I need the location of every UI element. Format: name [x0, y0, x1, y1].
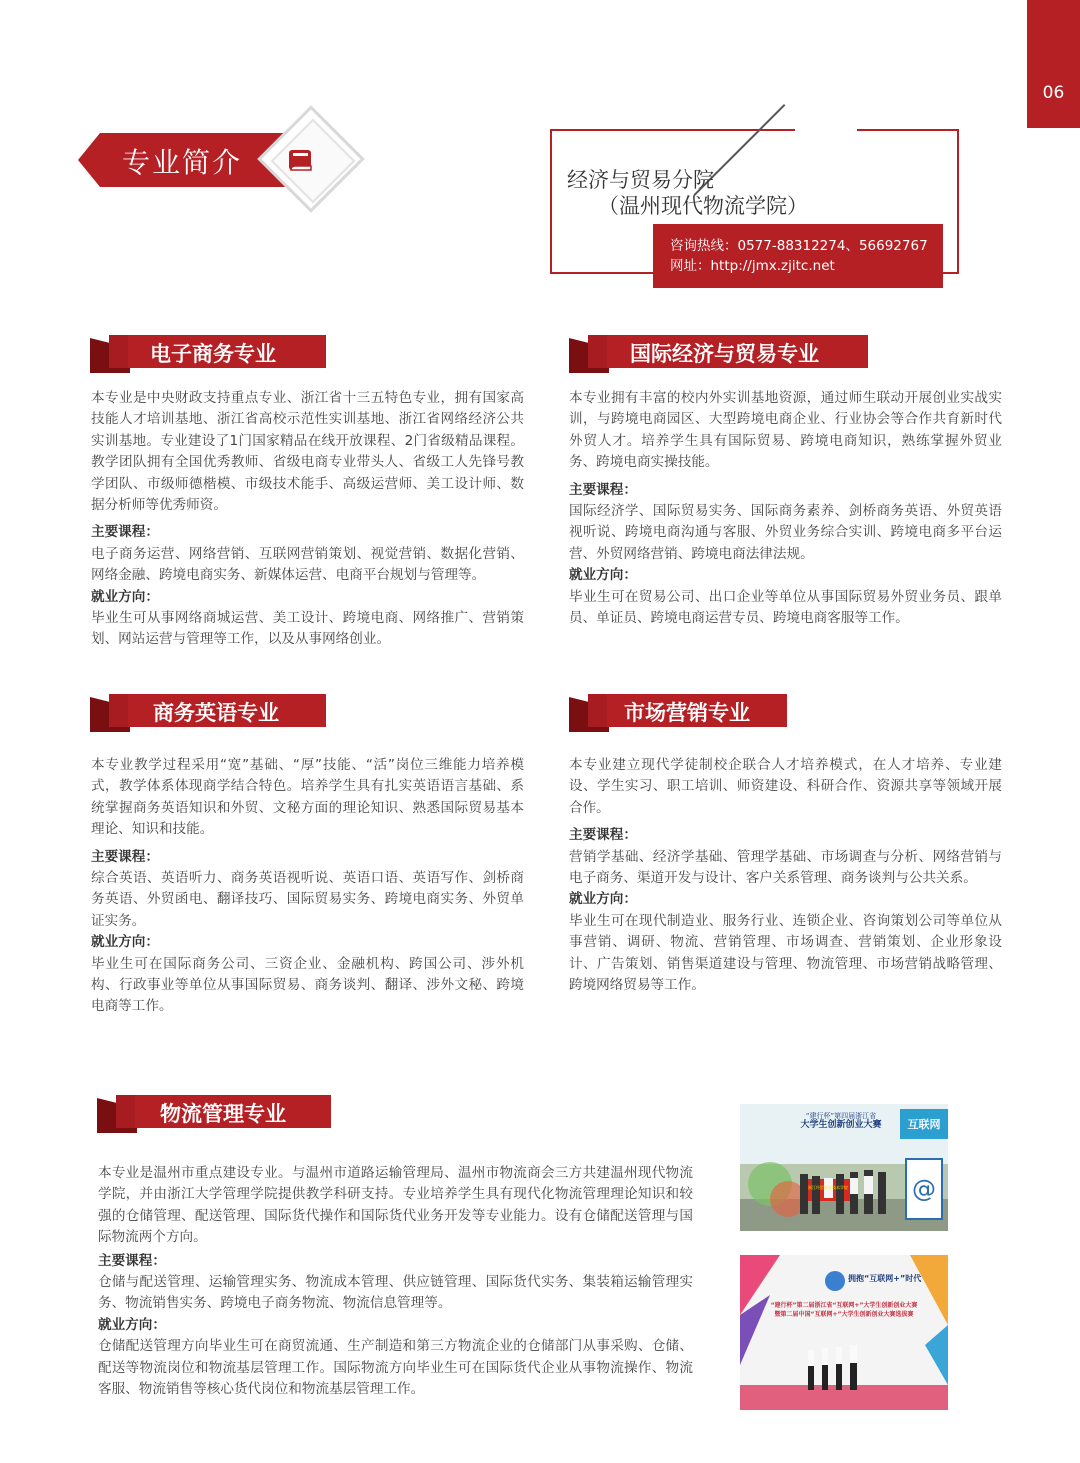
- section-title-english: [90, 694, 326, 727]
- college-name: 经济与贸易分院: [567, 168, 714, 192]
- section-title-label: 商务英语专业: [153, 701, 279, 725]
- page-number-tab: [1027, 0, 1080, 128]
- marketing-courses: 营销学基础、经济学基础、管理学基础、市场调查与分析、网络营销与电子商务、渠道开发与设计、客户关系管理、商务谈判与公共关系。: [569, 848, 1002, 887]
- photo2-banner-line3: 暨第二届中国“互联网+”大学生创新创业大赛选拔赛: [774, 1311, 914, 1318]
- english-career: 毕业生可在国际商务公司、三资企业、金融机构、跨国公司、涉外机构、行政事业等单位从事国际贸易、商务谈判、翻译、涉外文秘、跨境电商等工作。: [91, 955, 524, 1015]
- photo1-badge: 互联网: [907, 1118, 941, 1131]
- hotline: 咨询热线：0577-88312274、56692767: [670, 238, 928, 254]
- intro-title: 专业简介: [122, 146, 243, 179]
- intro-ribbon: [78, 133, 288, 187]
- photo2-banner-line1: 拥抱“互联网+”时代: [848, 1274, 922, 1283]
- marketing-text: [569, 755, 1002, 996]
- college-subname: （温州现代物流学院）: [598, 194, 808, 218]
- competition-photo-1: [740, 1104, 948, 1231]
- ecommerce-intro: 本专业是中央财政支持重点专业、浙江省十三五特色专业，拥有国家高技能人才培训基地、浙江省高校示范性实训基地、浙江省网络经济公共实训基地。专业建设了1门国家精品在线开放课程、2门省级精品课程。教学团队拥有全国优秀教师、省级电商专业带头人、省级工人先锋号教学团队、市级师德楷模、市级技术能手、高级运营师、美工设计师、数据分析师等优秀师资。: [91, 390, 524, 514]
- english-intro: 本专业教学过程采用“宽”基础、“厚”技能、“活”岗位三维能力培养模式，教学体系体现商学结合特色。培养学生具有扎实英语语言基础、系统掌握商务英语知识和外贸、文秘方面的理论知识、熟悉国际贸易基本理论、知识和技能。: [91, 757, 524, 838]
- photo2-banner-line2: “建行杯”第二届浙江省“互联网+”大学生创新创业大赛: [770, 1302, 918, 1309]
- trade-career-label: 就业方向：: [569, 567, 637, 584]
- ecommerce-text: [91, 388, 524, 651]
- trade-courses: 国际经济学、国际贸易实务、国际商务素养、剑桥商务英语、外贸英语视听说、跨境电商沟通与客服、外贸业务综合实训、跨境电商多平台运营、外贸网络营销、跨境电商法律法规。: [569, 503, 1002, 562]
- trade-intro: 本专业拥有丰富的校内外实训基地资源，通过师生联动开展创业实战实训，与跨境电商园区、大型跨境电商企业、行业协会等合作共育新时代外贸人才。培养学生具有国际贸易、跨境电商知识，熟练掌握外贸业务、跨境电商实操技能。: [569, 390, 1002, 471]
- english-courses-label: 主要课程：: [91, 848, 159, 865]
- ecommerce-courses-label: 主要课程：: [91, 524, 159, 541]
- section-title-label: 电子商务专业: [150, 342, 276, 366]
- marketing-intro: 本专业建立现代学徒制校企联合人才培养模式，在人才培养、专业建设、学生实习、职工培训、师资建设、科研合作、资源共享等领域开展合作。: [569, 757, 1002, 816]
- logistics-career: 仓储配送管理方向毕业生可在商贸流通、生产制造和第三方物流企业的仓储部门从事采购、仓储、配送等物流岗位和物流基层管理工作。国际物流方向毕业生可在国际货代企业从事物流操作、物流客服、物流销售等核心货代岗位和物流基层管理工作。: [98, 1338, 693, 1398]
- english-career-label: 就业方向：: [91, 934, 159, 951]
- trade-text: [569, 388, 1002, 629]
- logistics-courses-label: 主要课程：: [98, 1252, 166, 1269]
- contact-box: [653, 224, 943, 288]
- photo1-banner-line1: “建行杯”第四届浙江省: [805, 1112, 877, 1120]
- trade-courses-label: 主要课程：: [569, 481, 637, 498]
- section-title-label: 物流管理专业: [160, 1102, 286, 1126]
- english-text: [91, 755, 524, 1018]
- svg-text:@: @: [912, 1175, 936, 1203]
- book-icon: [287, 148, 315, 174]
- photo1-banner: [782, 1112, 900, 1130]
- marketing-career-label: 就业方向：: [569, 891, 637, 908]
- page-number: 06: [1042, 83, 1065, 103]
- photo1-flag: 浙江经贸职业技术学院: [808, 1185, 848, 1190]
- section-title-ecommerce: [90, 335, 326, 368]
- section-title-label: 国际经济与贸易专业: [630, 342, 819, 366]
- marketing-career: 毕业生可在现代制造业、服务行业、连锁企业、咨询策划公司等单位从事营销、调研、物流、营销管理、市场调查、营销策划、企业形象设计、广告策划、销售渠道建设与管理、物流管理、市场营销战略管理、跨境网络贸易等工作。: [569, 912, 1002, 994]
- logistics-intro: 本专业是温州市重点建设专业。与温州市道路运输管理局、温州市物流商会三方共建温州现代物流学院，并由浙江大学管理学院提供教学科研支持。专业培养学生具有现代化物流管理理论知识和较强的仓储管理、配送管理、国际货代操作和国际货代业务开发等专业能力。设有仓储配送管理与国际物流两个方向。: [98, 1165, 693, 1246]
- logistics-career-label: 就业方向：: [98, 1316, 166, 1333]
- website: 网址：http://jmx.zjitc.net: [670, 258, 835, 274]
- ecommerce-courses: 电子商务运营、网络营销、互联网营销策划、视觉营销、数据化营销、网络金融、跨境电商实务、新媒体运营、电商平台规划与管理等。: [91, 545, 524, 584]
- competition-photo-2: [740, 1255, 948, 1410]
- ecommerce-career-label: 就业方向：: [91, 588, 159, 605]
- marketing-courses-label: 主要课程：: [569, 827, 637, 844]
- section-title-trade: [569, 335, 869, 368]
- section-title-marketing: [569, 694, 787, 727]
- photo2-banner: [746, 1301, 942, 1319]
- logistics-courses: 仓储与配送管理、运输管理实务、物流成本管理、供应链管理、国际货代实务、集装箱运输管理实务、物流销售实务、跨境电子商务物流、物流信息管理等。: [98, 1274, 693, 1312]
- section-title-label: 市场营销专业: [624, 701, 750, 725]
- logistics-text: [98, 1163, 693, 1400]
- section-title-logistics: [97, 1095, 331, 1128]
- ecommerce-career: 毕业生可从事网络商城运营、美工设计、跨境电商、网络推广、营销策划、网站运营与管理等工作，以及从事网络创业。: [91, 610, 524, 648]
- trade-career: 毕业生可在贸易公司、出口企业等单位从事国际贸易外贸业务员、跟单员、单证员、跨境电商运营专员、跨境电商客服等工作。: [569, 588, 1002, 627]
- english-courses: 综合英语、英语听力、商务英语视听说、英语口语、英语写作、剑桥商务英语、外贸函电、翻译技巧、国际贸易实务、跨境电商实务、外贸单证实务。: [91, 870, 524, 929]
- photo1-banner-line2: 大学生创新创业大赛: [800, 1120, 882, 1130]
